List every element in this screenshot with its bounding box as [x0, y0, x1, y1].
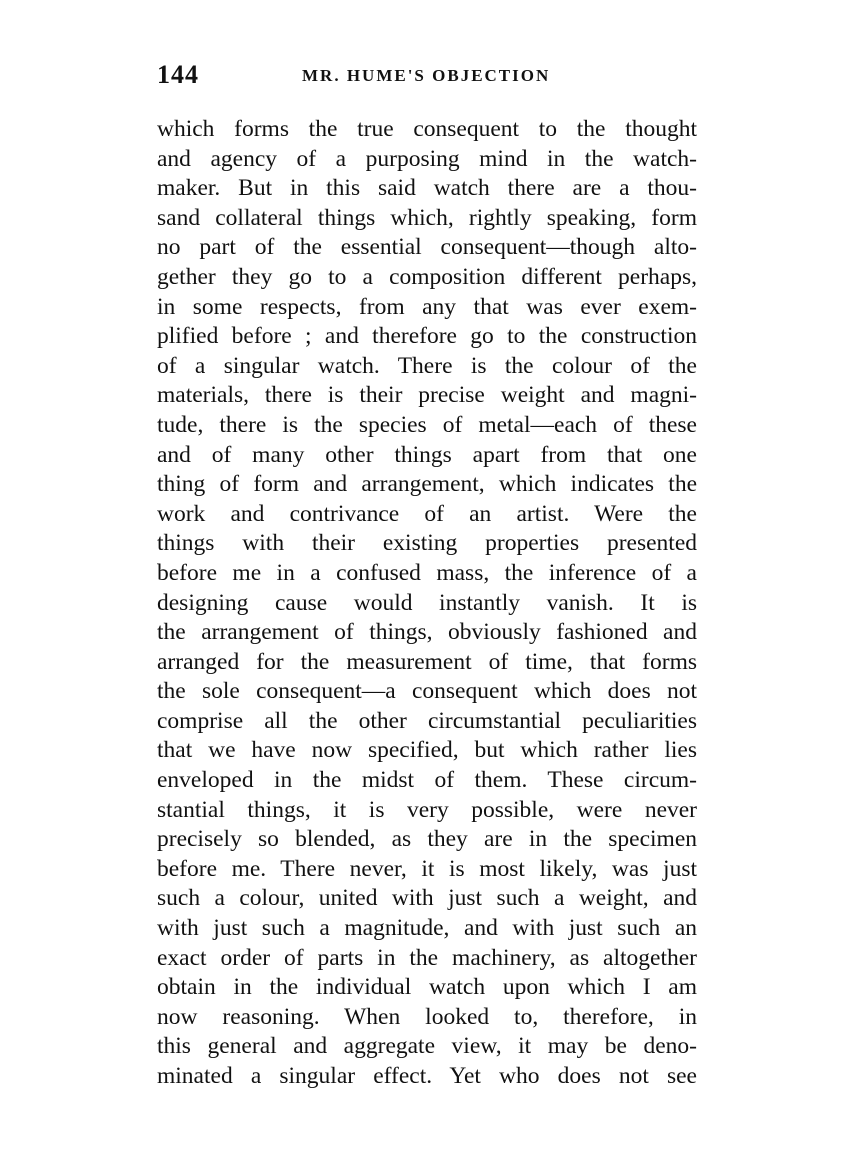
text-line: and of many other things apart from that one	[157, 441, 697, 468]
text-line: such a colour, united with just such a weight, and	[157, 885, 697, 912]
text-line: this general and aggregate view, it may be deno-	[157, 1033, 697, 1060]
body-text	[157, 115, 697, 1092]
text-line: maker. But in this said watch there are a thou-	[157, 175, 697, 202]
text-line: tude, there is the species of metal—each of these	[157, 411, 697, 438]
text-line: in some respects, from any that was ever exem-	[157, 293, 697, 320]
text-line: work and contrivance of an artist. Were the	[157, 500, 697, 527]
text-line: plified before ; and therefore go to the construction	[157, 323, 697, 350]
text-line: gether they go to a composition different perhaps,	[157, 263, 697, 290]
text-line: before me. There never, it is most likely, was just	[157, 855, 697, 882]
text-line: with just such a magnitude, and with just such an	[157, 915, 697, 942]
page-number: 144	[157, 60, 199, 89]
text-line: minated a singular effect. Yet who does not see	[157, 1063, 697, 1089]
text-line: materials, there is their precise weight and magni-	[157, 382, 697, 409]
text-line: precisely so blended, as they are in the specimen	[157, 826, 697, 853]
text-line: of a singular watch. There is the colour of the	[157, 352, 697, 379]
text-line: the sole consequent—a consequent which does not	[157, 678, 697, 705]
text-line: obtain in the individual watch upon which I am	[157, 974, 697, 1001]
text-line: no part of the essential consequent—though alto-	[157, 234, 697, 261]
text-line: that we have now specified, but which rather lies	[157, 737, 697, 764]
running-head: MR. HUME'S OBJECTION	[302, 66, 551, 85]
text-line: and agency of a purposing mind in the watch-	[157, 145, 697, 172]
text-line: now reasoning. When looked to, therefore, in	[157, 1003, 697, 1030]
text-line: designing cause would instantly vanish. It is	[157, 589, 697, 616]
text-line: thing of form and arrangement, which indicates the	[157, 471, 697, 498]
text-line: things with their existing properties presented	[157, 530, 697, 557]
text-line: comprise all the other circumstantial peculiarities	[157, 707, 697, 734]
text-line: stantial things, it is very possible, were never	[157, 796, 697, 823]
text-line: which forms the true consequent to the thought	[157, 116, 697, 142]
page-header	[157, 60, 697, 94]
text-line: before me in a confused mass, the inference of a	[157, 559, 697, 586]
text-line: the arrangement of things, obviously fashioned and	[157, 619, 697, 646]
text-line: enveloped in the midst of them. These circum-	[157, 767, 697, 794]
text-line: sand collateral things which, rightly speaking, form	[157, 204, 697, 231]
text-line: exact order of parts in the machinery, as altogether	[157, 944, 697, 971]
text-line: arranged for the measurement of time, that forms	[157, 648, 697, 675]
